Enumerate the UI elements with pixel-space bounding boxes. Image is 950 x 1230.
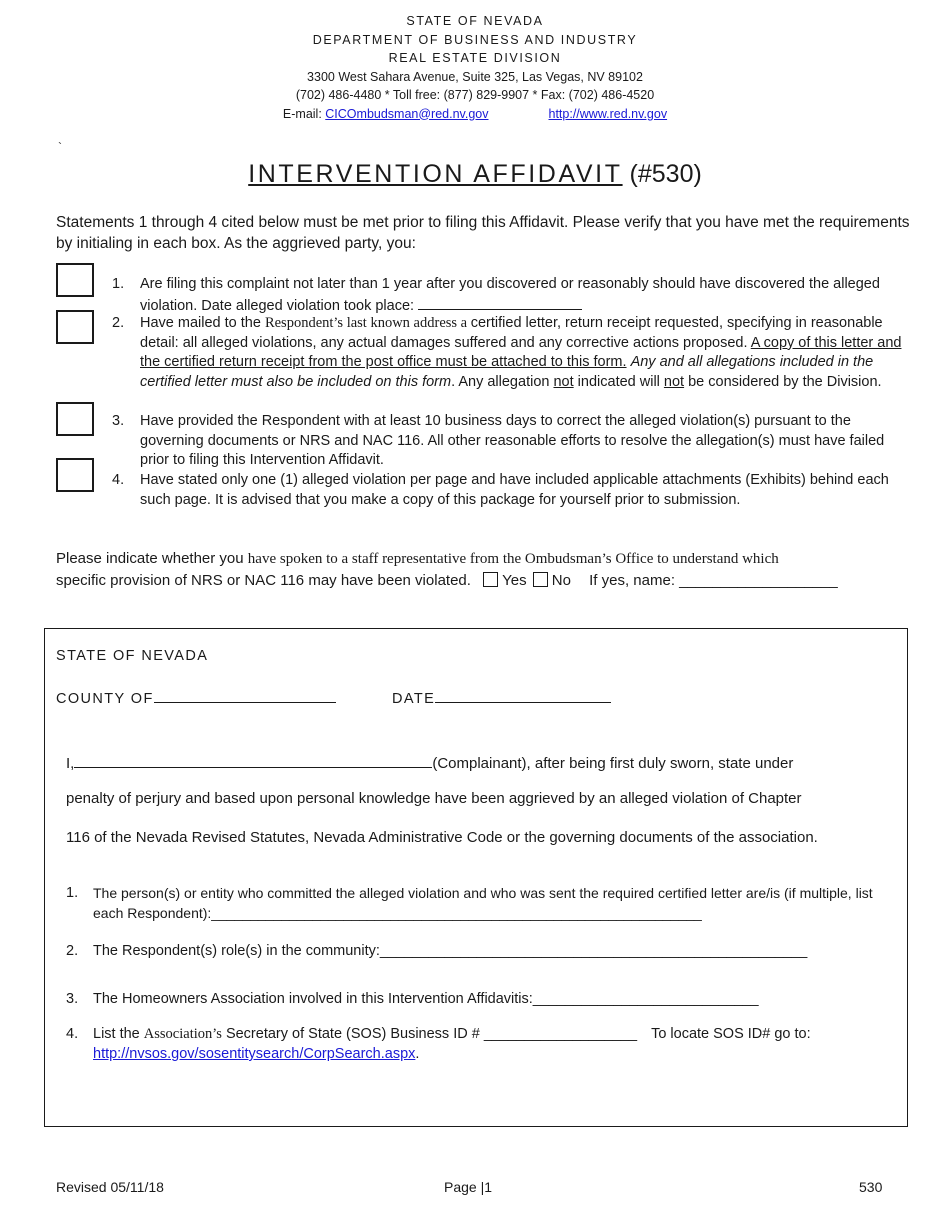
- county-field[interactable]: [154, 686, 336, 703]
- item-text: Association’s: [143, 1026, 222, 1042]
- i-label: I,: [66, 755, 75, 772]
- violation-date-field[interactable]: [418, 295, 582, 310]
- requirement-number: 2.: [112, 315, 125, 331]
- affidavit-state: STATE OF NEVADA: [56, 648, 209, 664]
- complainant-name-field[interactable]: [74, 751, 432, 768]
- item-number: 4.: [66, 1026, 79, 1042]
- requirement-text-underlined: not: [553, 373, 574, 390]
- no-checkbox[interactable]: [533, 572, 548, 587]
- affidavit-item-2: [66, 941, 886, 961]
- requirement-4: [112, 471, 912, 510]
- email-link[interactable]: CICOmbudsman@red.nv.gov: [325, 106, 489, 121]
- oath-line-1: [66, 751, 896, 772]
- staff-name-field[interactable]: If yes, name: ___________________: [589, 572, 838, 589]
- requirement-text-underlined: A copy of this letter and the certified return receipt from the post office must be attached to this form.: [140, 334, 902, 371]
- requirement-text: Have provided the Respondent with at least 10 business days to correct the alleged violation(s) pursuant to the governing documents or NRS and NAC 116. All other reasonable efforts to resolve the allegation(s) must have failed prior to filing this Intervention Affidavit.: [140, 413, 885, 469]
- requirement-2: [112, 314, 912, 392]
- requirement-3: [112, 412, 912, 471]
- item-number: 3.: [66, 991, 79, 1007]
- requirement-text-underlined: not: [663, 373, 685, 390]
- question-text: specific provision of NRS or NAC 116 may have been violated.: [56, 572, 471, 589]
- email-label: E-mail:: [282, 106, 326, 121]
- oath-line-2: penalty of perjury and based upon personal knowledge have been aggrieved by an alleged violation of Chapter: [66, 790, 802, 807]
- title-number: (#530): [629, 160, 702, 188]
- requirement-text: certified letter, return receipt requested, specifying in reasonable detail: all alleged violations, any actual damages suffered and any corrective actions proposed.: [140, 315, 883, 351]
- requirement-text: indicated will: [573, 373, 664, 390]
- date-label: DATE: [392, 691, 436, 707]
- requirement-text: . Any allegation: [451, 373, 554, 390]
- yes-checkbox[interactable]: [483, 572, 498, 587]
- item-number: 2.: [66, 943, 79, 959]
- county-label: COUNTY OF: [56, 691, 154, 707]
- respondent-role-field[interactable]: The Respondent(s) role(s) in the community:_____________________________________________________: [93, 943, 808, 959]
- stray-mark: `: [58, 140, 62, 154]
- no-label: No: [551, 572, 571, 589]
- requirement-1: [112, 275, 912, 316]
- intro-paragraph: Statements 1 through 4 cited below must be met prior to filing this Affidavit. Please verify that you have met the requirements by initialing in each box. As the aggrieved party, you:: [56, 214, 910, 252]
- requirement-text: Are filing this complaint not later than 1 year after you discovered or reasonably should have discovered the alleged violation. Date alleged violation took place:: [140, 276, 880, 314]
- item-number: 1.: [66, 885, 79, 901]
- oath-line-3: 116 of the Nevada Revised Statutes, Nevada Administrative Code or the governing documents of the association.: [66, 829, 818, 846]
- header-address: 3300 West Sahara Avenue, Suite 325, Las Vegas, NV 89102: [307, 69, 643, 84]
- question-text: have spoken to a staff representative from the Ombudsman’s Office to understand which: [247, 551, 779, 567]
- initial-box-1[interactable]: [56, 263, 94, 297]
- header-division: REAL ESTATE DIVISION: [388, 51, 562, 65]
- date-row: [392, 686, 611, 707]
- item-text: To locate SOS ID# go to:: [651, 1026, 811, 1042]
- affidavit-item-4: [66, 1024, 886, 1064]
- form-number: 530: [859, 1179, 883, 1195]
- requirement-text: Respondent’s last known address a: [264, 315, 471, 331]
- revised-date: Revised 05/11/18: [56, 1179, 164, 1195]
- initial-box-4[interactable]: [56, 458, 94, 492]
- date-field[interactable]: [435, 686, 611, 703]
- requirement-text: Have stated only one (1) alleged violation per page and have included applicable attachments (Exhibits) behind each such page. It is advised that you make a copy of this package for yourself prior to submission.: [140, 472, 889, 508]
- title-main: INTERVENTION AFFIDAVIT: [248, 160, 623, 188]
- initial-box-2[interactable]: [56, 310, 94, 344]
- requirement-number: 4.: [112, 472, 125, 488]
- affidavit-item-1: [66, 883, 886, 923]
- county-row: [56, 686, 336, 707]
- letterhead: [0, 12, 950, 123]
- website-link[interactable]: http://www.red.nv.gov: [548, 106, 668, 121]
- hoa-field[interactable]: The Homeowners Association involved in this Intervention Affidavitis:____________________________: [93, 991, 759, 1007]
- requirement-number: 3.: [112, 413, 125, 429]
- sos-search-link[interactable]: http://nvsos.gov/sosentitysearch/CorpSearch.aspx: [93, 1046, 416, 1062]
- sos-id-field[interactable]: Secretary of State (SOS) Business ID # ___________________: [221, 1026, 638, 1042]
- item-text: List the: [93, 1026, 144, 1042]
- question-text: Please indicate whether you: [56, 550, 248, 567]
- initial-box-3[interactable]: [56, 402, 94, 436]
- header-phones: (702) 486-4480 * Toll free: (877) 829-9907 * Fax: (702) 486-4520: [295, 88, 655, 102]
- oath-text: (Complainant), after being first duly sworn, state under: [432, 755, 794, 772]
- respondent-field[interactable]: The person(s) or entity who committed the alleged violation and who was sent the required certified letter are/is (if multiple, list each Respondent):_______________________________________________________________: [93, 885, 873, 921]
- page-title: [0, 160, 950, 189]
- header-state: STATE OF NEVADA: [406, 14, 544, 28]
- requirement-number: 1.: [112, 276, 125, 292]
- affidavit-item-3: [66, 989, 886, 1009]
- item-text: .: [415, 1046, 420, 1062]
- requirement-text-italic: Any and all allegations included in the certified letter must also be included on this form: [140, 354, 874, 390]
- header-department: DEPARTMENT OF BUSINESS AND INDUSTRY: [312, 32, 638, 47]
- header-contact: [0, 105, 950, 124]
- yes-label: Yes: [502, 572, 527, 589]
- requirement-text: Have mailed to the: [140, 315, 265, 331]
- requirement-text: be considered by the Division.: [684, 373, 882, 390]
- page-number: Page |1: [444, 1179, 493, 1195]
- ombudsman-question: [56, 548, 936, 592]
